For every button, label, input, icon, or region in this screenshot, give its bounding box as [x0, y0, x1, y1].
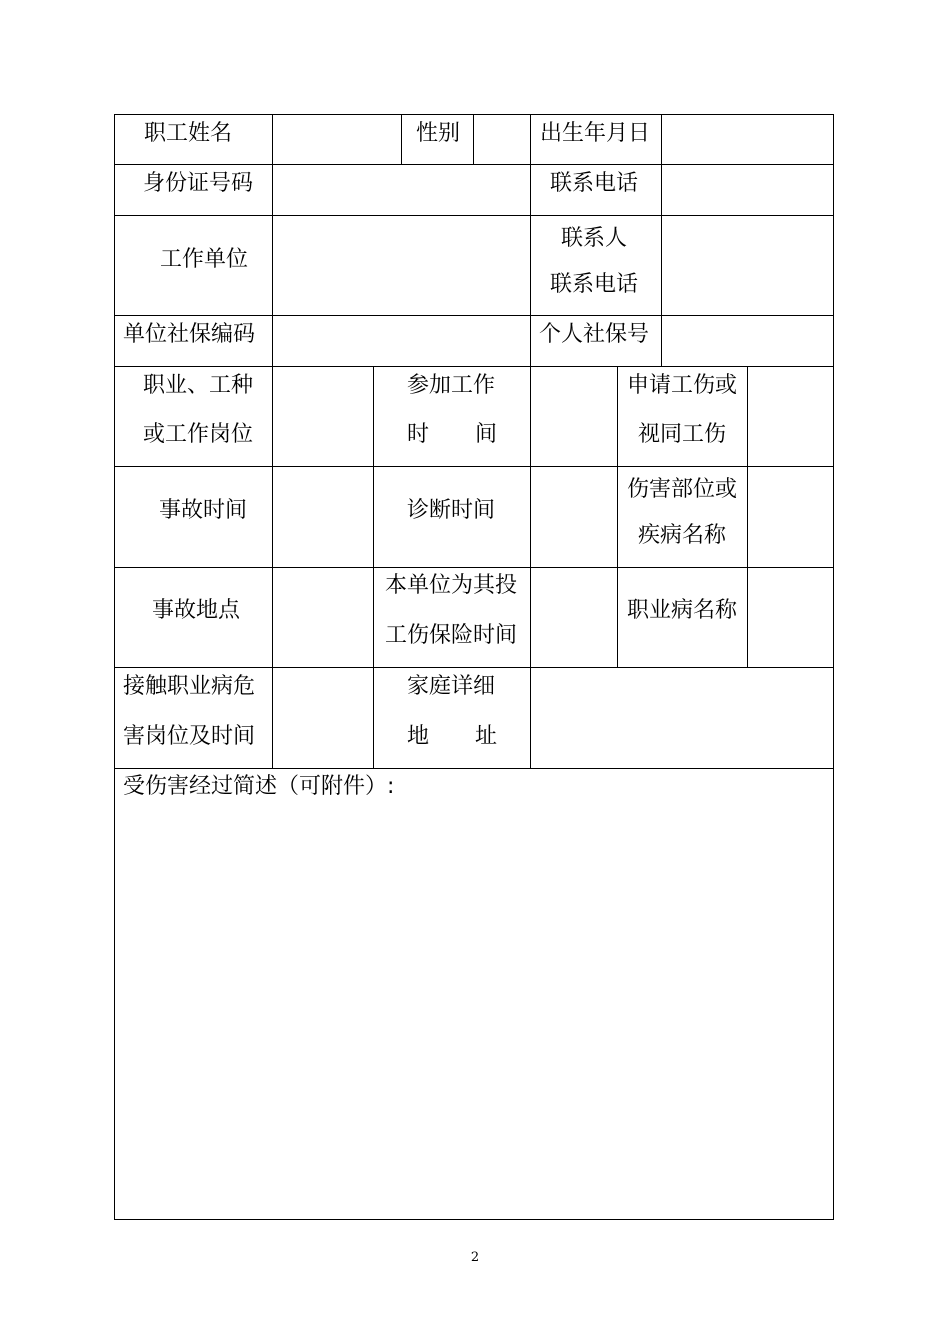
table-row-divider [114, 667, 834, 668]
table-row-divider [114, 768, 834, 769]
diagnosis-time-label: 诊断时间 [407, 498, 496, 523]
work-start-label-char2: 间 [475, 422, 498, 447]
injury-description-label: 受伤害经过简述（可附件）: [123, 774, 395, 799]
cell-divider [373, 366, 374, 768]
cell-divider [473, 114, 474, 164]
table-row-divider [114, 567, 834, 568]
page-number: 2 [470, 1250, 480, 1265]
accident-place-label: 事故地点 [152, 598, 241, 623]
apply-injury-label-line2: 视同工伤 [638, 422, 727, 447]
cell-divider [272, 114, 273, 164]
personal-social-security-label: 个人社保号 [539, 322, 650, 347]
cell-divider [530, 114, 531, 164]
insurance-time-label-line2: 工伤保险时间 [385, 623, 518, 648]
birth-date-label: 出生年月日 [540, 121, 651, 146]
insurance-time-label: 本单位为其投 [385, 573, 518, 598]
contact-person-label: 联系人 [561, 226, 628, 251]
gender-label: 性别 [416, 121, 461, 146]
table-border-right [833, 114, 834, 1220]
home-address-label-char2: 址 [475, 724, 498, 749]
work-start-label: 参加工作 [407, 373, 496, 398]
home-address-label: 家庭详细 [407, 674, 496, 699]
cell-divider [661, 114, 662, 164]
table-row-divider [114, 466, 834, 467]
table-row-divider [114, 315, 834, 316]
exposure-label-line2: 害岗位及时间 [123, 724, 256, 749]
employer-label: 工作单位 [160, 247, 249, 272]
injury-part-label-line2: 疾病名称 [638, 523, 727, 548]
cell-divider [617, 366, 618, 667]
table-row-divider [114, 215, 834, 216]
occupational-disease-label: 职业病名称 [627, 598, 738, 623]
table-border-left [114, 114, 115, 1220]
table-row-divider [114, 366, 834, 367]
cell-divider [530, 366, 531, 768]
employee-name-label: 职工姓名 [144, 121, 233, 146]
cell-divider [272, 366, 273, 768]
cell-divider [272, 164, 273, 366]
contact-phone-label: 联系电话 [550, 171, 639, 196]
cell-divider [530, 164, 531, 366]
work-start-label-char1: 时 [407, 422, 430, 447]
cell-divider [401, 114, 402, 164]
id-number-label: 身份证号码 [143, 171, 254, 196]
table-border-top [114, 114, 834, 115]
exposure-label: 接触职业病危 [123, 674, 256, 699]
occupation-label-line2: 或工作岗位 [143, 422, 254, 447]
injury-part-label: 伤害部位或 [627, 477, 738, 502]
table-row-divider [114, 164, 834, 165]
occupation-label: 职业、工种 [143, 373, 254, 398]
cell-divider [661, 164, 662, 366]
contact-person-phone-label: 联系电话 [550, 272, 639, 297]
table-border-bottom [114, 1219, 834, 1220]
accident-time-label: 事故时间 [159, 498, 248, 523]
cell-divider [747, 366, 748, 667]
injury-application-form [114, 114, 834, 1220]
home-address-label-char1: 地 [407, 724, 430, 749]
unit-social-security-label: 单位社保编码 [123, 322, 256, 347]
apply-injury-label: 申请工伤或 [627, 373, 738, 398]
